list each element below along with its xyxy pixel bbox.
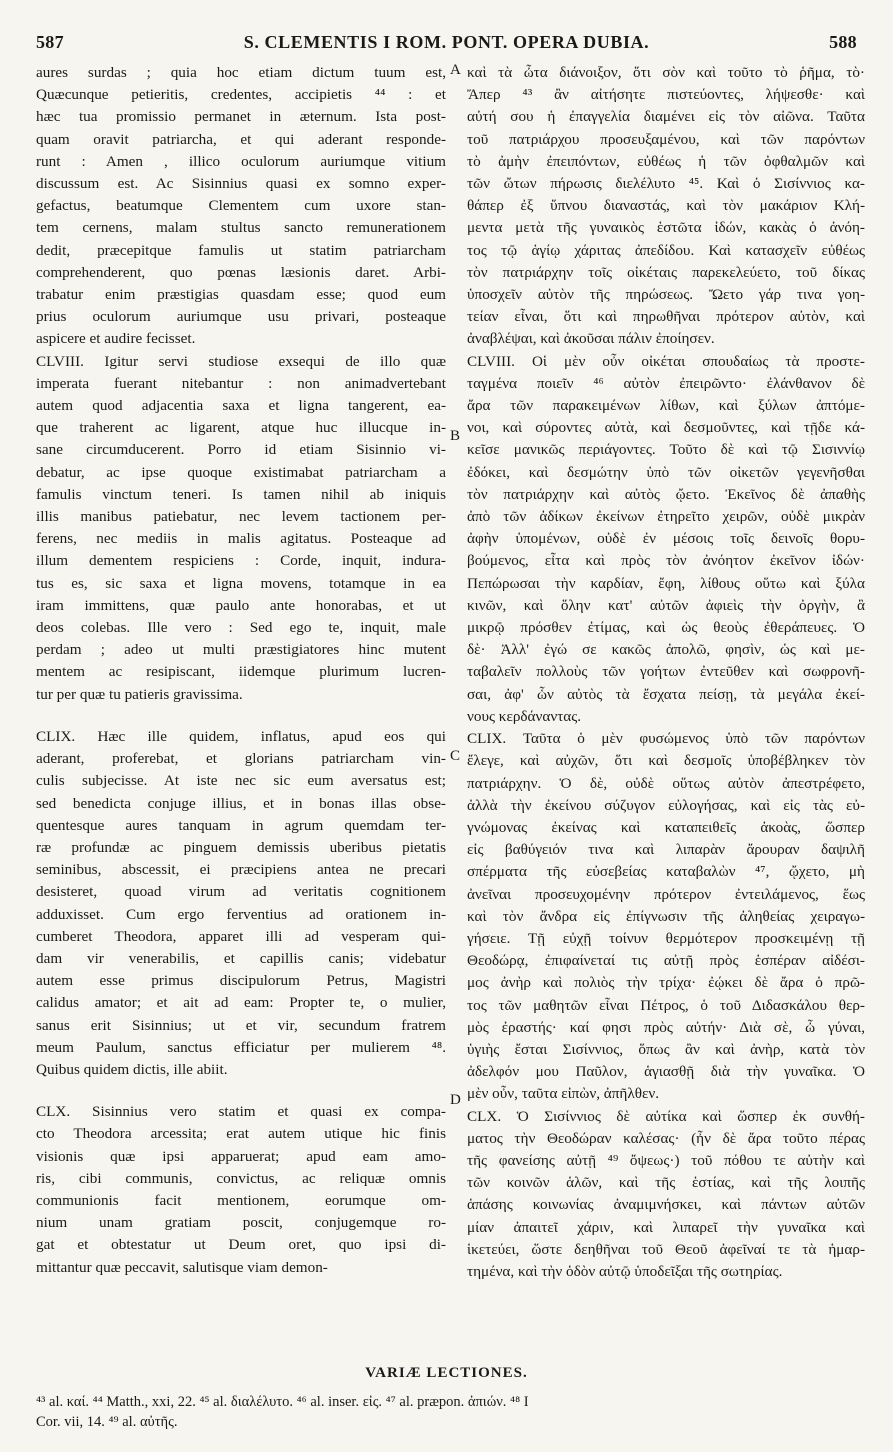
text-line: δὲ· Ἀλλ' ἐγώ σε κακῶς ἀπολῶ, φησὶν, ὡς καὶ με- xyxy=(467,641,865,659)
text-line: ἱκετεύει, ὥστε δεηθῆναι τοῦ Θεοῦ ἀφεῖναί τε τὰ ἡμαρ- xyxy=(467,1240,865,1258)
text-line: aspicere et audire fecisset. xyxy=(36,330,196,348)
text-line: τείαν εἶναι, ὅτι καὶ πηρωθῆναι πρότερον αὐτὸν, καὶ xyxy=(467,308,865,326)
text-line: ἀναβλέψαι, καὶ ἀκοῦσαι πάλιν ἐποίησεν. xyxy=(467,330,715,348)
text-line: ἐδόκει, καὶ δεσμώτην ὑπὸ τῶν οἰκετῶν γεγενῆσθαι xyxy=(467,463,865,481)
text-line: Quibus quidem dictis, ille abiit. xyxy=(36,1060,228,1078)
page-number-left: 587 xyxy=(36,32,64,52)
text-line: ferens, nec mediis in malis agitatus. Posteaque ad xyxy=(36,530,446,548)
text-line: visionis quæ ipsi apparuerat; apud eam amo- xyxy=(36,1147,446,1165)
text-line: σαι, ἀφ' ὧν αὐτὸς τὰ ἔσχατα πείσῃ, τὰ μεγάλα ἐκεί- xyxy=(467,685,865,703)
text-line: hæc tua promissio permanet in æternum. Ista post- xyxy=(36,108,446,126)
text-line: sanus erit Sisinnius; ut et vir, secundum fratrem xyxy=(36,1016,446,1034)
text-line: quam oravit patriarcha, et qui aderant responde- xyxy=(36,130,446,148)
text-line: aderant, proferebat, et glorians patriarcham vin- xyxy=(36,750,446,768)
text-line: ἀδελφόν μου Παῦλον, ἁγιασθῇ διὰ τὴν γυναῖκα. Ὁ xyxy=(467,1063,865,1081)
text-line: ἄρα τῶν παρακειμένων λίθων, καὶ ξύλων ἀπτόμε- xyxy=(467,397,865,415)
footnote-line: Cor. vii, 14. ⁴⁹ al. αὐτῆς. xyxy=(36,1414,178,1430)
text-line: τὸν πατριάρχην τοῖς οἰκέταις παρεκελεύετο, τοῦ δίκας xyxy=(467,263,865,281)
text-line: ris, cibi communis, convictus, ac reliquæ omnis xyxy=(36,1169,446,1187)
text-line: γήσειε. Τῇ εὐχῇ τοίνυν θερμότερον προσκειμένῃ τῇ xyxy=(467,929,865,947)
greek-paragraph xyxy=(467,62,865,351)
text-line: μος ἀνὴρ καὶ πολιὸς τὴν τρίχα· ἐῴκει δὲ ἄρα ὁ πρῶ- xyxy=(467,974,865,992)
text-line: autem esse primus discipulorum Petrus, Magistri xyxy=(36,972,446,990)
footnote-line: ⁴³ al. καί. ⁴⁴ Matth., xxi, 22. ⁴⁵ al. διαλέλυτο. ⁴⁶ al. inser. εἰς. ⁴⁷ al. præpon. ἀπιών. ⁴⁸ I xyxy=(36,1394,529,1410)
text-line: ἀνεῖναι προσευχομένην πρότερον ἐντειλάμενος, ἕως xyxy=(467,885,865,903)
page-header xyxy=(36,32,857,56)
text-line: τοῦ πατριάρχου προσευξαμένου, καὶ τῶν παρόντων xyxy=(467,130,865,148)
text-line: τὸν πατριάρχην καὶ αὐτὸς ᾤετο. Ἐκεῖνος δὲ ἀπαθὴς xyxy=(467,485,865,503)
text-line: θάπερ ἐξ ὕπνου διαναστάς, καὶ τὸν μακάριον Κλή- xyxy=(467,197,865,215)
greek-paragraph xyxy=(467,728,865,1105)
margin-letter-a: A xyxy=(450,62,461,78)
text-line: τῆς φανείσης αὐτῇ ⁴⁹ ὄψεως·) τοῦ πόθου τε αὐτὴν καὶ xyxy=(467,1151,865,1169)
text-line: deos colebas. Ille vero : Sed ego te, inquit, male xyxy=(36,619,446,637)
text-line: illum dementem respiciens : Corde, inquit, indura- xyxy=(36,552,446,570)
text-line: gefactus, beatumque Clementem cum uxore stan- xyxy=(36,197,446,215)
paragraph-gap xyxy=(36,1081,446,1101)
text-line: Quæcunque petieritis, credentes, accipietis ⁴⁴ : et xyxy=(36,86,446,104)
text-line: sane circumducerent. Porro id etiam Sisinnio vi- xyxy=(36,441,446,459)
text-line: CLX. Sisinnius vero statim et quasi ex compa- xyxy=(36,1103,446,1121)
text-line: ταγμένα ποιεῖν ⁴⁶ αὐτὸν ἐπειρῶντο· ἐλάνθανον δὲ xyxy=(467,374,865,392)
text-line: τὸ ἀμὴν ἐπειπόντων, εὐθέως ἡ τῶν ὀφθαλμῶν καὶ xyxy=(467,152,865,170)
latin-paragraph xyxy=(36,1101,446,1279)
text-line: κινῶν, καὶ ὅλην κατ' αὐτῶν ἀφιεὶς τὴν ὀργὴν, ἃ xyxy=(467,596,865,614)
text-line: μίαν ἀπαιτεῖ χάριν, καὶ λιπαρεῖ τὴν γυναῖκα καὶ xyxy=(467,1218,865,1236)
text-line: tus es, sic saxa et ligna movens, totamque in ea xyxy=(36,574,446,592)
text-line: runt : Amen , illico oculorum auriumque vitium xyxy=(36,152,446,170)
text-line: ἀλλὰ τὴν ἐκείνου σύζυγον εὐλογήσας, καὶ εἰς τὰς εὐ- xyxy=(467,796,865,814)
variae-lectiones-heading: VARIÆ LECTIONES. xyxy=(365,1365,528,1381)
text-line: Ἄπερ ⁴³ ἂν αἰτήσητε πιστεύοντες, λήψεσθε· καὶ xyxy=(467,86,865,104)
text-line: τος τῶν μαθητῶν εἶναι Πέτρος, ὁ τοῦ Διδασκάλου θερ- xyxy=(467,996,865,1014)
running-title: S. CLEMENTIS I ROM. PONT. OPERA DUBIA. xyxy=(243,32,650,52)
text-line: culis subjecisse. At iste nec sic eum aversatus est; xyxy=(36,772,446,790)
text-line: τῶν κοινῶν ἁλῶν, καὶ τῆς ἑστίας, καὶ τῆς λοιπῆς xyxy=(467,1174,865,1192)
text-line: dedit, præcepitque famulis ut statim patriarcham xyxy=(36,241,446,259)
text-line: τῶν ὤτων πήρωσις διελέλυτο ⁴⁵. Καὶ ὁ Σισίννιος κα- xyxy=(467,175,865,193)
text-line: μικρῷ πρόσθεν ἐτίμας, καὶ ὡς θεοὺς ἐθεράπευες. Ὁ xyxy=(467,619,865,637)
latin-paragraph xyxy=(36,726,446,1081)
greek-paragraph xyxy=(467,351,865,728)
text-line: Πεπώρωσαι τὴν καρδίαν, ἔφη, λίθους οὕτω καὶ ξύλα xyxy=(467,574,865,592)
text-line: νους κερδάναντας. xyxy=(467,707,582,725)
margin-letter-c: C xyxy=(450,748,461,764)
text-line: perdam ; adeo ut multi præstigiatores hinc mutent xyxy=(36,641,446,659)
text-line: γνώμονας ἐκείνας καὶ καταπειθεῖς ἀκοὰς, ὥσπερ xyxy=(467,818,865,836)
footnotes xyxy=(36,1392,866,1432)
margin-letter-b: B xyxy=(450,428,461,444)
text-line: prius oculorum auriumque usu privari, posteaque xyxy=(36,308,446,326)
page-number-right: 588 xyxy=(829,32,857,52)
text-line: comprehenderent, quo pœnas læsionis daret. Arbi- xyxy=(36,263,446,281)
text-line: mentem ac resipiscant, iidemque plurimum lucren- xyxy=(36,663,446,681)
text-line: adduxisset. Cum ergo ferventius ad orationem in- xyxy=(36,905,446,923)
text-line: ὑποσχεῖν αὐτὸν τῆς πηρώσεως. Ὤετο γάρ τινα γοη- xyxy=(467,286,865,304)
text-line: sed benedicta conjuge illius, et in bonas illas obse- xyxy=(36,794,446,812)
greek-paragraph xyxy=(467,1106,865,1284)
text-line: εἰς βαθύγειόν τινα καὶ λιπαρὰν ἄρουραν δαψιλῆ xyxy=(467,841,865,859)
paragraph-gap xyxy=(36,706,446,726)
text-line: ὑγιὴς ἔσται Σισίννιος, ὅπως ἂν καὶ ἀνὴρ, κατὰ τὸν xyxy=(467,1040,865,1058)
text-line: communionis facit mentionem, eorumque om- xyxy=(36,1191,446,1209)
text-line: imperata fuerant nitebantur : non animadvertebant xyxy=(36,374,446,392)
text-line: τος τῷ ἁγίῳ χάριτας ἀπεδίδου. Καὶ κατασχεῖν εὐθέως xyxy=(467,241,865,259)
latin-paragraph xyxy=(36,351,446,706)
text-line: tem cernens, malam stultus sancto remunerationem xyxy=(36,219,446,237)
text-line: aures surdas ; quia hoc etiam dictum tuum est, xyxy=(36,64,446,81)
text-line: gat et obtestatur ut Deum oret, quo ipsi di- xyxy=(36,1236,446,1254)
text-line: quentesque aures tanquam in agrum quemdam ter- xyxy=(36,816,446,834)
text-line: illis manibus patiebatur, nec levem tactionem per- xyxy=(36,508,446,526)
text-line: νοι, καὶ σύροντες αὐτὰ, καὶ δεσμοῦντες, καὶ τῇδε κά- xyxy=(467,419,865,437)
text-line: dam vir venerabilis, et capillis canis; videbatur xyxy=(36,949,446,967)
text-line: μὸς ἐραστής· καί φησι πρὸς αὐτήν· Διὰ σὲ, ὦ γύναι, xyxy=(467,1018,865,1036)
text-line: nium unam gratiam poscit, conjugemque ro- xyxy=(36,1214,446,1232)
text-line: καὶ τὰ ὦτα διάνοιξον, ὅτι σὸν καὶ τοῦτο τὸ ῥῆμα, τὸ· xyxy=(467,64,865,81)
greek-column xyxy=(467,62,865,1283)
text-line: debatur, ac ipse quoque existimabat patriarcham a xyxy=(36,463,446,481)
text-line: autem quod adjacentia saxa et ligna tangerent, ea- xyxy=(36,397,446,415)
text-line: σπέρματα τῆς εὐσεβείας καταβαλὼν ⁴⁷, ᾤχετο, μὴ xyxy=(467,863,865,881)
text-line: κεῖσε μανικῶς περιάγοντες. Τοῦτο δὲ καὶ τῷ Σισιννίῳ xyxy=(467,441,865,459)
margin-letter-d: D xyxy=(450,1092,461,1108)
text-line: que traherent ac ligarent, atque huc illucque in- xyxy=(36,419,446,437)
text-line: famulis vinctum teneri. Is tamen nihil ab iniquis xyxy=(36,485,446,503)
text-line: cto Theodora arcessita; erat autem utique hic finis xyxy=(36,1125,446,1143)
text-line: iram immittens, quæ paulo ante honorabas, et ut xyxy=(36,596,446,614)
text-line: seminibus, abscessit, ei præcipiens antea ne precari xyxy=(36,861,446,879)
text-line: ταβαλεῖν πολλοὺς τῶν γοήτων ἐντεῦθεν καὶ σωφρονῆ- xyxy=(467,663,865,681)
text-line: ἀφὴν ὑπομένων, οὐδὲ ἐν μέσοις τοῖς δεινοῖς θορυ- xyxy=(467,530,865,548)
text-line: CLIX. Hæc ille quidem, inflatus, apud eos qui xyxy=(36,727,446,745)
text-line: μεντα μετὰ τῆς γυναικὸς ἑστῶτα ἰδών, κακὰς ὁ ἀνόη- xyxy=(467,219,865,237)
text-line: ἀπὸ τῶν ἀδίκων ἐκείνων ἐτηρεῖτο χειρῶν, οὐδὲ μικρὰν xyxy=(467,508,865,526)
text-line: ἁπάσης κοινωνίας ἀναμιμνήσκει, καὶ πάντων αὐτῶν xyxy=(467,1196,865,1214)
text-line: ματος τὴν Θεοδώραν καλέσας· (ἦν δὲ ἄρα τοῦτο πέρας xyxy=(467,1129,865,1147)
text-line: calidus amator; et ait ad eam: Propter te, o mulier, xyxy=(36,994,446,1012)
text-line: cumberet Theodora, apparet illi ad vesperam qui- xyxy=(36,927,446,945)
text-line: μὲν οὖν, ταῦτα εἰπὼν, ἀπῆλθεν. xyxy=(467,1085,660,1103)
text-line: CLIX. Ταῦτα ὁ μὲν φυσώμενος ὑπὸ τῶν παρόντων xyxy=(467,730,865,748)
text-line: mittantur quæ peccavit, salutisque viam demon- xyxy=(36,1258,328,1276)
text-line: πατριάρχην. Ὁ δὲ, οὐδὲ οὕτως αὐτὸν ἀπεστρέφετο, xyxy=(467,774,865,792)
text-line: ἔλεγε, καὶ αὐχῶν, ὅτι καὶ δεσμοῖς ὑποβέβληκεν τὸν xyxy=(467,752,865,770)
text-line: tur per quæ tu patieris gravissima. xyxy=(36,685,243,703)
text-line: αὐτή σου ἡ ἐπαγγελία διαμένει εἰς τὸν αἰῶνα. Ταῦτα xyxy=(467,108,865,126)
text-line: CLVIII. Οἱ μὲν οὖν οἰκέται σπουδαίως τὰ προστε- xyxy=(467,352,865,370)
text-line: βούμενος, εἶτα καὶ πρὸς τὸν ἀνόητον ἐκεῖνον ἰδών· xyxy=(467,552,865,570)
text-line: Θεοδώρᾳ, ἐπιφαίνεταί τις αὐτῇ πρὸς ἑσπέραν αἰδέσι- xyxy=(467,952,865,970)
text-line: meum Paulum, sanctus efficiatur per mulierem ⁴⁸. xyxy=(36,1038,446,1056)
text-line: καὶ τὸν ἄνδρα εἰς ἐπίγνωσιν τῆς ἀληθείας χειραγω- xyxy=(467,907,865,925)
text-line: discussum est. Ac Sisinnius quasi ex somno exper- xyxy=(36,175,446,193)
text-line: desisteret, quoad virum ad veritatis cognitionem xyxy=(36,883,446,901)
text-line: CLX. Ὁ Σισίννιος δὲ αὐτίκα καὶ ὥσπερ ἐκ συνθή- xyxy=(467,1107,865,1125)
text-line: trabatur enim præstigias quasdam esse; quod eum xyxy=(36,286,446,304)
latin-column xyxy=(36,62,446,1279)
text-line: τημένα, καὶ τὴν ὁδὸν αὐτῷ ὑποδεῖξαι τῆς σωτηρίας. xyxy=(467,1262,783,1280)
text-line: ræ profundæ ac pinguem demissis uberibus pietatis xyxy=(36,838,446,856)
text-line: CLVIII. Igitur servi studiose exsequi de illo quæ xyxy=(36,352,446,370)
latin-paragraph xyxy=(36,62,446,351)
